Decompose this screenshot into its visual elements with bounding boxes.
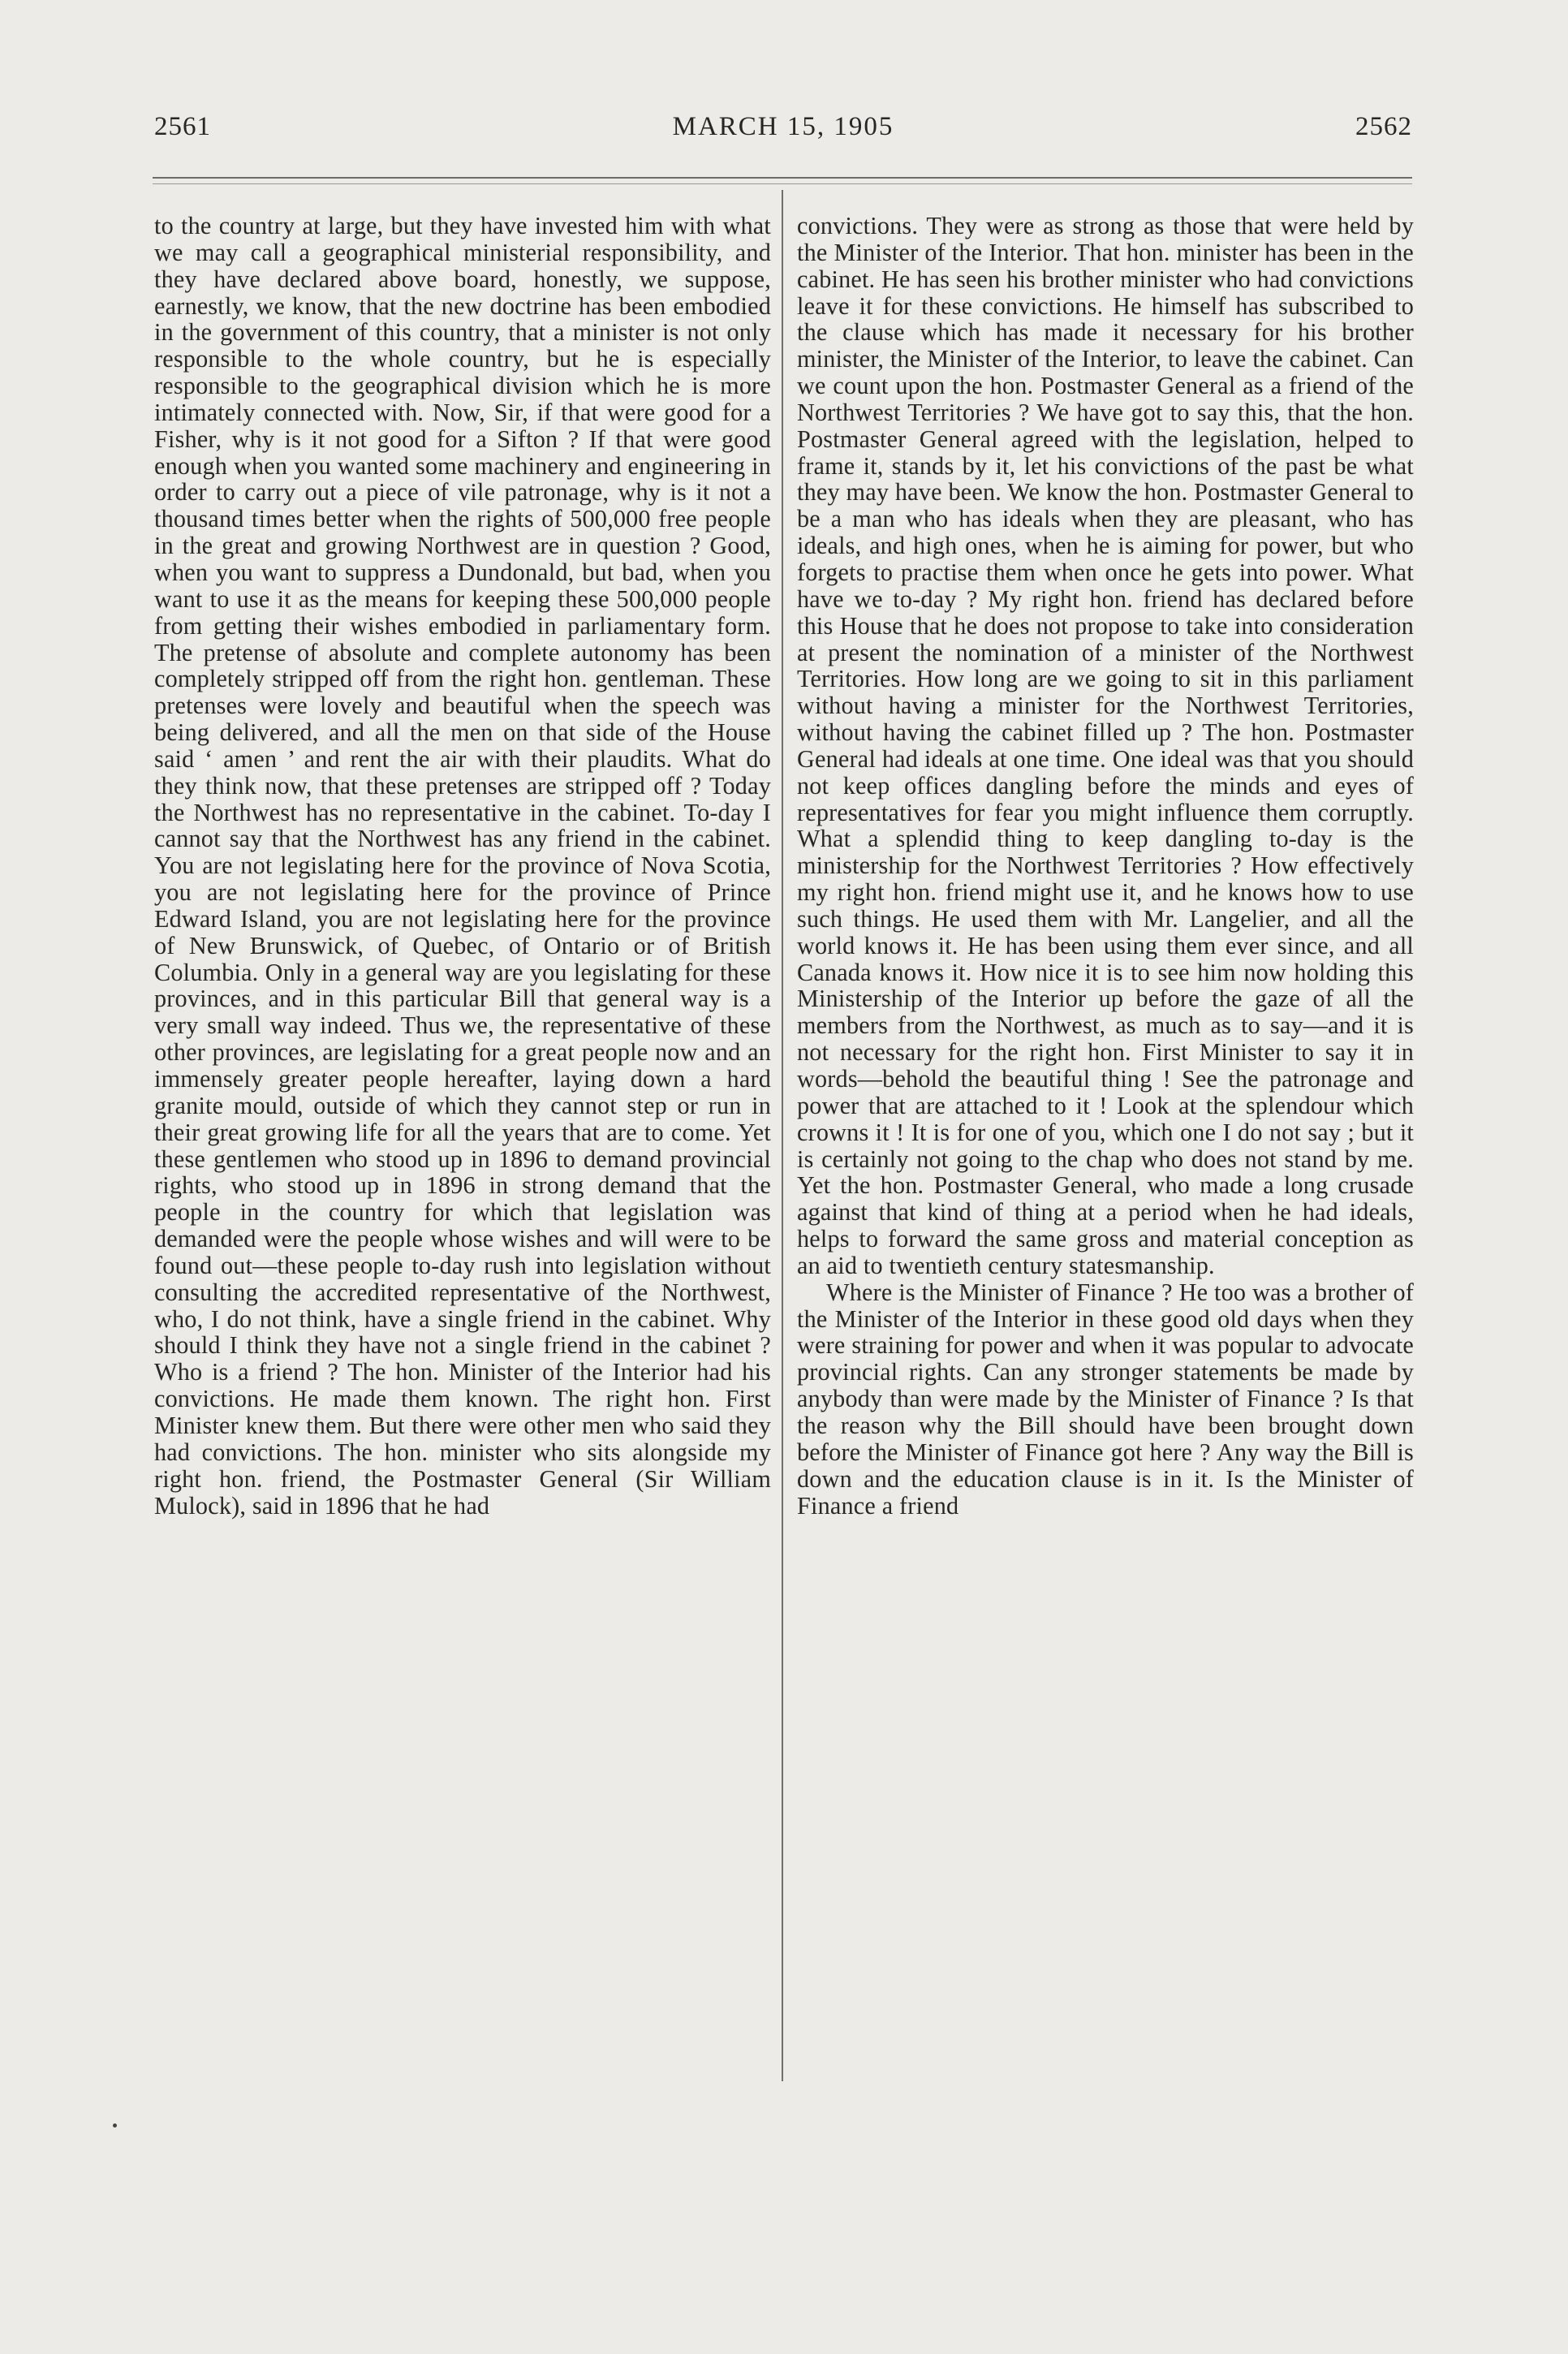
header-rule bbox=[153, 177, 1412, 179]
paragraph: convictions. They were as strong as those that were held by the Minister of the Interior. That hon. minister has been in the cabinet. He has seen his brother minister who had convictions leave it for these convictions. He himself has subscribed to the clause which has made it necessary for his brother minister, the Minister of the Interior, to leave the cabinet. Can we count upon the hon. Postmaster General as a friend of the Northwest Territories ? We have got to say this, that the hon. Postmaster General agreed with the legislation, helped to frame it, stands by it, let his convictions of the past be what they may have been. We know the hon. Postmaster General to be a man who has ideals when they are pleasant, who has ideals, and high ones, when he is aiming for power, but who forgets to practise them when once he gets into power. What have we to-day ? My right hon. friend has declared before this House that he does not propose to take into consideration at present the nomination of a minister of the Northwest Territories. How long are we going to sit in this parliament without having a minister for the Northwest Territories, without having the cabinet filled up ? The hon. Postmaster General had ideals at one time. One ideal was that you should not keep offices dangling before the minds and eyes of representatives for fear you might influence them corruptly. What a splendid thing to keep dangling to-day is the ministership for the Northwest Territories ? How effectively my right hon. friend might use it, and he knows how to use such things. He used them with Mr. Langelier, and all the world knows it. He has been using them ever since, and all Canada knows it. How nice it is to see him now holding this Ministership of the Interior up before the gaze of all the members from the Northwest, as much as to say—and it is not necessary for the right hon. First Minister to say it in words—behold the beautiful thing ! See the patronage and power that are attached to it ! Look at the splendour which crowns it ! It is for one of you, which one I do not say ; but it is certainly not going to the chap who does not stand by me. Yet the hon. Postmaster General, who made a long crusade against that kind of thing at a period when he had ideals, helps to forward the same gross and material conception as an aid to twentieth century statesmanship. bbox=[797, 212, 1414, 1279]
paragraph: to the country at large, but they have invested him with what we may call a geographical ministerial responsibility, and they have declared above board, honestly, we suppose, earnestly, we know, that the new doctrine has been embodied in the government of this country, that a minister is not only responsible to the whole country, but he is especially responsible to the geographical division which he is more intimately connected with. Now, Sir, if that were good for a Fisher, why is it not good for a Sifton ? If that were good enough when you wanted some machinery and engineering in order to carry out a piece of vile patronage, why is it not a thousand times better when the rights of 500,000 free people in the great and growing Northwest are in question ? Good, when you want to suppress a Dundonald, but bad, when you want to use it as the means for keeping these 500,000 people from getting their wishes embodied in parliamentary form. The pretense of absolute and complete autonomy has been completely stripped off from the right hon. gentleman. These pretenses were lovely and beautiful when the speech was being delivered, and all the men on that side of the House said ‘ amen ’ and rent the air with their plaudits. What do they think now, that these pretenses are stripped off ? Today the Northwest has no representative in the cabinet. To-day I cannot say that the Northwest has any friend in the cabinet. You are not legislating here for the province of Nova Scotia, you are not legislating here for the province of Prince Edward Island, you are not legislating here for the province of New Brunswick, of Quebec, of Ontario or of British Columbia. Only in a general way are you legislating for these provinces, and in this particular Bill that general way is a very small way indeed. Thus we, the representative of these other provinces, are legislating for a great people now and an immensely greater people hereafter, laying down a hard granite mould, outside of which they cannot step or run in their great growing life for all the years that are to come. Yet these gentlemen who stood up in 1896 to demand provincial rights, who stood up in 1896 in strong demand that the people in the country for which that legislation was demanded were the people whose wishes and will were to be found out—these people to-day rush into legislation without consulting the accredited representative of the Northwest, who, I do not think, have a single friend in the cabinet. Why should I think they have not a single friend in the cabinet ? Who is a friend ? The hon. Minister of the Interior had his convictions. He made them known. The right hon. First Minister knew them. But there were other men who said they had convictions. The hon. minister who sits alongside my right hon. friend, the Postmaster General (Sir William Mulock), said in 1896 that he had bbox=[154, 212, 771, 1520]
left-page-number: 2561 bbox=[154, 112, 211, 141]
right-column bbox=[797, 213, 1414, 1519]
header-rule-thin bbox=[153, 183, 1412, 184]
page-date: MARCH 15, 1905 bbox=[672, 112, 894, 141]
column-divider bbox=[782, 190, 783, 2081]
paragraph: Where is the Minister of Finance ? He too was a brother of the Minister of the Interior in these good old days when they were straining for power and when it was popular to advocate provincial rights. Can any stronger statements be made by anybody than were made by the Minister of Finance ? Is that the reason why the Bill should have been brought down before the Minister of Finance got here ? Any way the Bill is down and the education clause is in it. Is the Minister of Finance a friend bbox=[797, 1278, 1414, 1520]
page-header bbox=[154, 112, 1412, 153]
ink-speck bbox=[113, 2123, 117, 2128]
right-page-number: 2562 bbox=[1355, 112, 1412, 141]
left-column bbox=[154, 213, 771, 1519]
